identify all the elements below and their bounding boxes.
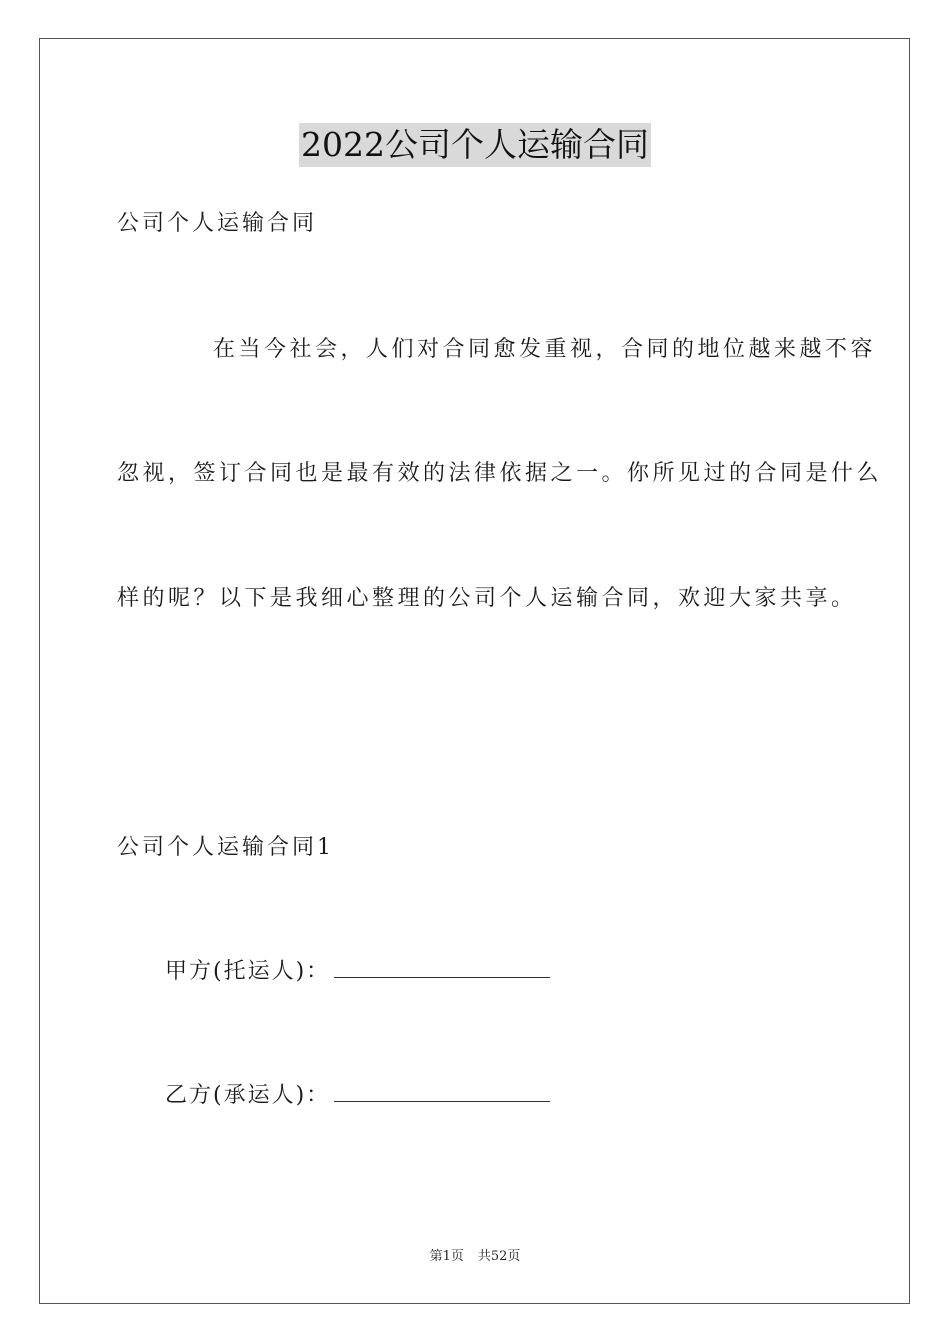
- party-b-row: [165, 1081, 550, 1111]
- page-footer: [0, 1248, 950, 1266]
- document-title: 2022公司个人运输合同: [299, 123, 651, 167]
- party-a-row: [165, 957, 550, 987]
- title-container: [0, 123, 950, 167]
- section-heading: 公司个人运输合同1: [117, 835, 334, 860]
- document-subtitle: 公司个人运输合同: [117, 211, 318, 236]
- party-b-blank-line: [334, 1083, 550, 1102]
- party-b-label: 乙方(承运人)：: [165, 1083, 331, 1108]
- page-number: 第1页: [429, 1249, 464, 1264]
- party-a-label: 甲方(托运人)：: [165, 959, 331, 984]
- party-a-blank-line: [334, 959, 550, 978]
- intro-paragraph-line-1: 在当今社会，人们对合同愈发重视，合同的地位越来越不容: [213, 337, 877, 362]
- intro-paragraph-line-2: 忽视，签订合同也是最有效的法律依据之一。你所见过的合同是什么: [117, 461, 883, 486]
- intro-paragraph-line-3: 样的呢？以下是我细心整理的公司个人运输合同，欢迎大家共享。: [117, 586, 857, 611]
- total-pages: 共52页: [477, 1249, 521, 1264]
